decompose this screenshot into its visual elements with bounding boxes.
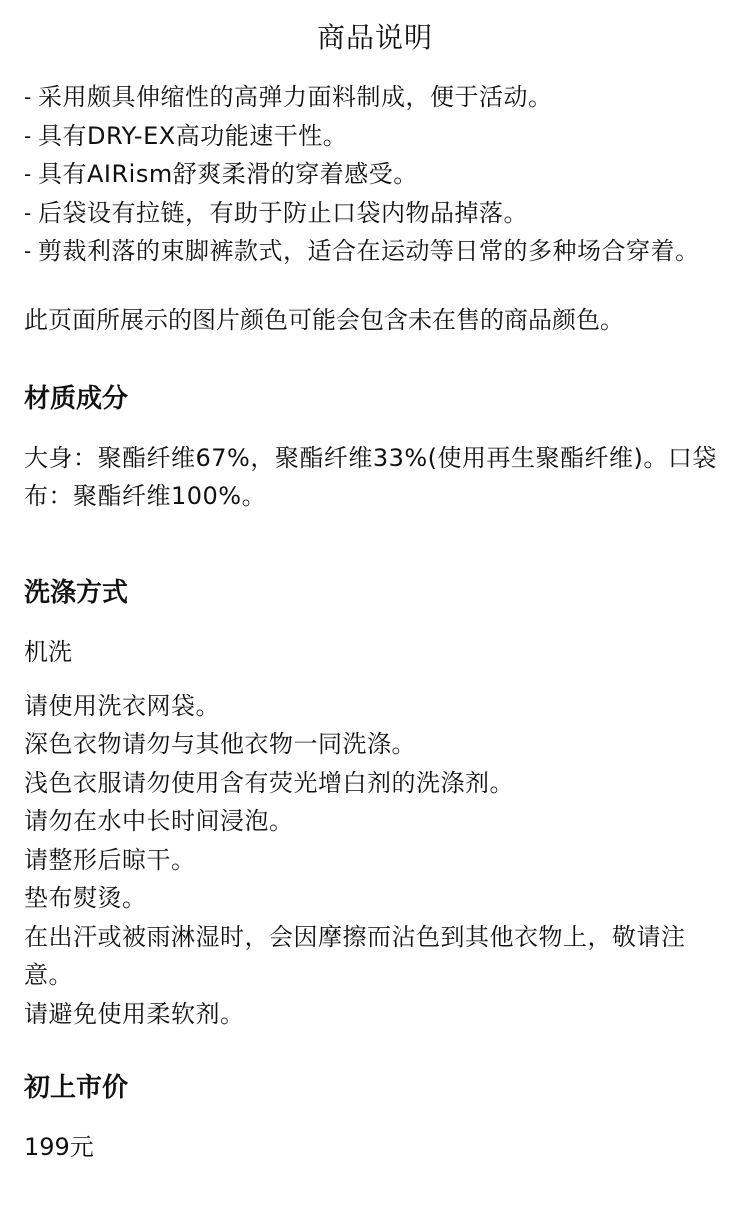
feature-text: 具有DRY-EX高功能速干性。: [38, 121, 348, 150]
feature-item: [24, 232, 726, 271]
washing-heading: 洗涤方式: [24, 577, 129, 608]
feature-item: [24, 194, 726, 233]
washing-instruction: 垫布熨烫。: [24, 884, 147, 912]
washing-instruction: 深色衣物请勿与其他衣物一同洗涤。: [24, 730, 416, 758]
washing-method: 机洗: [24, 637, 72, 666]
dash-bullet: -: [24, 200, 32, 225]
washing-instruction: 请整形后晾干。: [24, 845, 196, 874]
material-text: 大身：聚酯纤维67%，聚酯纤维33%(使用再生聚酯纤维)。口袋布：聚酯纤维100%。: [24, 443, 717, 510]
dash-bullet: -: [24, 239, 32, 263]
feature-list: [24, 78, 726, 271]
feature-text: 后袋设有拉链，有助于防止口袋内物品掉落。: [38, 198, 528, 227]
washing-instruction: 浅色衣服请勿使用含有荧光增白剂的洗涤剂。: [24, 768, 514, 797]
washing-instruction: 在出汗或被雨淋湿时，会因摩擦而沾色到其他衣物上，敬请注意。: [24, 922, 686, 989]
feature-text: 具有AIRism舒爽柔滑的穿着感受。: [38, 160, 418, 188]
washing-instruction: 请避免使用柔软剂。: [24, 999, 245, 1028]
price-value: 199元: [24, 1133, 94, 1161]
feature-text: 采用颇具伸缩性的高弹力面料制成，便于活动。: [38, 83, 553, 111]
feature-item: [24, 78, 726, 117]
feature-item: [24, 155, 726, 194]
feature-item: [24, 117, 726, 156]
washing-instructions: [24, 687, 726, 1034]
washing-instruction: 请使用洗衣网袋。: [24, 691, 220, 720]
dash-bullet: -: [24, 162, 32, 186]
color-note: 此页面所展示的图片颜色可能会包含未在售的商品颜色。: [24, 305, 624, 334]
dash-bullet: -: [24, 123, 32, 148]
page-title: 商品说明: [316, 21, 433, 54]
washing-instruction: 请勿在水中长时间浸泡。: [24, 807, 294, 835]
dash-bullet: -: [24, 85, 32, 109]
price-heading: 初上市价: [24, 1073, 129, 1103]
material-heading: 材质成分: [24, 383, 129, 414]
feature-text: 剪裁利落的束脚裤款式，适合在运动等日常的多种场合穿着。: [38, 237, 700, 265]
